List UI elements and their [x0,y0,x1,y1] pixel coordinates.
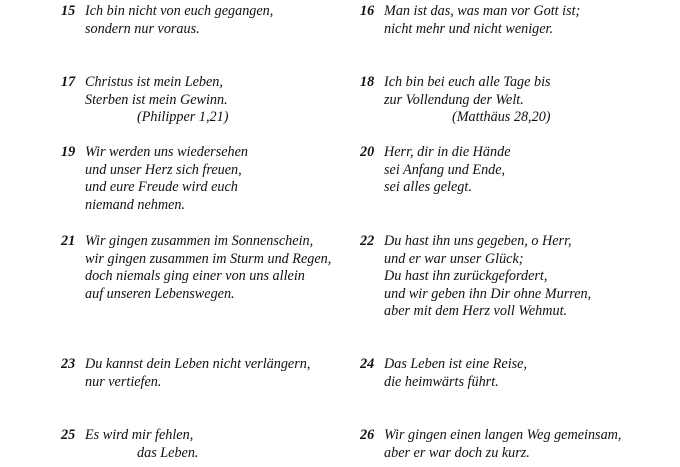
verse-line: und eure Freude wird euch [85,179,238,196]
verse-line: nur vertiefen. [85,373,162,390]
verse-line: und wir geben ihn Dir ohne Murren, [384,285,592,302]
verse-line: Du hast ihn zurückgefordert, [384,268,548,285]
verse-number: 19 [61,144,76,160]
verse-number: 18 [360,74,375,90]
verse-line: nicht mehr und nicht weniger. [384,20,554,37]
verse-line: zur Vollendung der Welt. [384,91,524,108]
verse-line: wir gingen zusammen im Sturm und Regen, [85,250,332,267]
verse-reference: (Philipper 1,21) [137,109,229,126]
verse-20 [360,144,660,234]
verse-number: 23 [61,356,76,372]
verse-line: Wir werden uns wiedersehen [85,144,249,160]
verse-number: 15 [61,3,76,19]
verse-19 [61,144,361,234]
verse-line: Es wird mir fehlen, [85,427,194,443]
verse-line: Wir gingen einen langen Weg gemeinsam, [384,427,622,443]
verse-line: sondern nur voraus. [85,20,200,37]
verse-line: sei alles gelegt. [384,179,472,196]
verse-line: sei Anfang und Ende, [384,161,506,178]
verse-21 [61,233,361,323]
verse-line: Du hast ihn uns gegeben, o Herr, [384,233,572,249]
verse-line: die heimwärts führt. [384,373,499,390]
verse-line: Man ist das, was man vor Gott ist; [384,3,581,19]
verse-line: Christus ist mein Leben, [85,74,223,90]
verse-line: Wir gingen zusammen im Sonnenschein, [85,233,314,249]
verse-number: 25 [61,427,76,443]
verse-number: 17 [61,74,76,90]
verse-line: Herr, dir in die Hände [384,144,511,160]
verse-number: 20 [360,144,375,160]
verse-25 [61,427,361,467]
verse-line: aber mit dem Herz voll Wehmut. [384,303,568,320]
verse-line: das Leben. [137,444,199,461]
verse-number: 24 [360,356,375,372]
verse-line: und er war unser Glück; [384,250,524,267]
verse-line: und unser Herz sich freuen, [85,161,242,178]
verse-line: Das Leben ist eine Reise, [384,356,528,372]
verse-line: aber er war doch zu kurz. [384,444,530,461]
verse-reference: (Matthäus 28,20) [452,109,551,126]
verse-number: 26 [360,427,375,443]
verse-line: auf unseren Lebenswegen. [85,285,235,302]
verse-22 [360,233,660,323]
verse-26 [360,427,660,467]
verse-number: 22 [360,233,375,249]
verse-line: doch niemals ging einer von uns allein [85,268,305,285]
verse-line: Ich bin bei euch alle Tage bis [384,74,551,90]
verse-line: Ich bin nicht von euch gegangen, [85,3,274,19]
verse-line: Sterben ist mein Gewinn. [85,91,228,108]
verse-number: 16 [360,3,375,19]
verse-line: Du kannst dein Leben nicht verlängern, [85,356,311,372]
verse-line: niemand nehmen. [85,196,186,213]
verse-number: 21 [61,233,76,249]
